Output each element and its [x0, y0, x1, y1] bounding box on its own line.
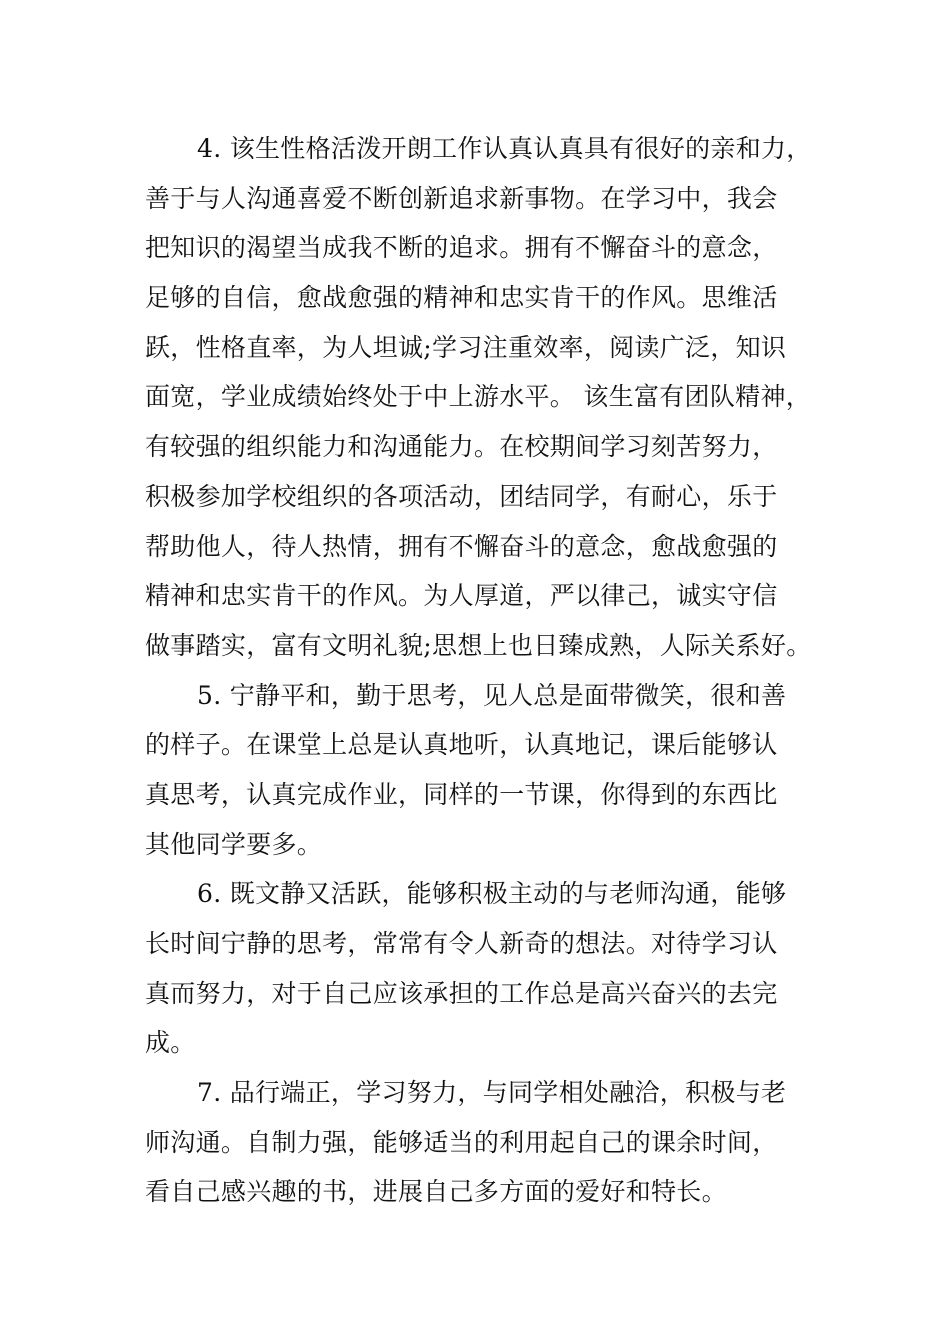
paragraph-line: 看自己感兴趣的书，进展自己多方面的爱好和特长。: [145, 1177, 727, 1207]
paragraph-line: 把知识的渴望当成我不断的追求。拥有不懈奋斗的意念，: [145, 233, 778, 263]
paragraph-line: 精神和忠实肯干的作风。为人厚道，严以律己，诚实守信: [145, 581, 778, 611]
paragraph-line: 7. 品行端正，学习努力，与同学相处融洽，积极与老: [197, 1078, 787, 1108]
paragraph-line: 真而努力，对于自己应该承担的工作总是高兴奋兴的去完: [145, 978, 778, 1008]
paragraph-line: 师沟通。自制力强，能够适当的利用起自己的课余时间，: [145, 1127, 778, 1157]
paragraph-7: [145, 1068, 825, 1217]
paragraph-line: 的样子。在课堂上总是认真地听，认真地记，课后能够认: [145, 730, 778, 760]
paragraph-line: 足够的自信，愈战愈强的精神和忠实肯干的作风。思维活: [145, 283, 778, 313]
paragraph-line: 做事踏实，富有文明礼貌;思想上也日臻成熟，人际关系好。: [145, 630, 812, 660]
paragraph-line: 成。: [145, 1028, 196, 1058]
paragraph-line: 5. 宁静平和，勤于思考，见人总是面带微笑，很和善: [197, 680, 787, 710]
paragraph-5: [145, 671, 825, 870]
paragraph-line: 4. 该生性格活泼开朗工作认真认真具有很好的亲和力，: [197, 134, 812, 163]
paragraph-line: 6. 既文静又活跃，能够积极主动的与老师沟通，能够: [197, 879, 787, 909]
paragraph-line: 有较强的组织能力和沟通能力。在校期间学习刻苦努力，: [145, 432, 778, 462]
paragraph-6: [145, 869, 825, 1068]
paragraph-line: 长时间宁静的思考，常常有令人新奇的想法。对待学习认: [145, 929, 778, 958]
paragraph-line: 其他同学要多。: [145, 829, 323, 859]
paragraph-line: 真思考，认真完成作业，同样的一节课，你得到的东西比: [145, 779, 778, 809]
document-body: [145, 124, 825, 1217]
paragraph-line: 善于与人沟通喜爱不断创新追求新事物。在学习中，我会: [145, 183, 778, 213]
paragraph-line: 帮助他人，待人热情，拥有不懈奋斗的意念，愈战愈强的: [145, 531, 778, 561]
paragraph-line: 积极参加学校组织的各项活动，团结同学，有耐心，乐于: [145, 481, 778, 511]
paragraph-4: [145, 124, 825, 671]
paragraph-line: 跃，性格直率，为人坦诚;学习注重效率，阅读广泛，知识: [145, 332, 787, 362]
paragraph-line: 面宽，学业成绩始终处于中上游水平。 该生富有团队精神，: [145, 382, 812, 412]
